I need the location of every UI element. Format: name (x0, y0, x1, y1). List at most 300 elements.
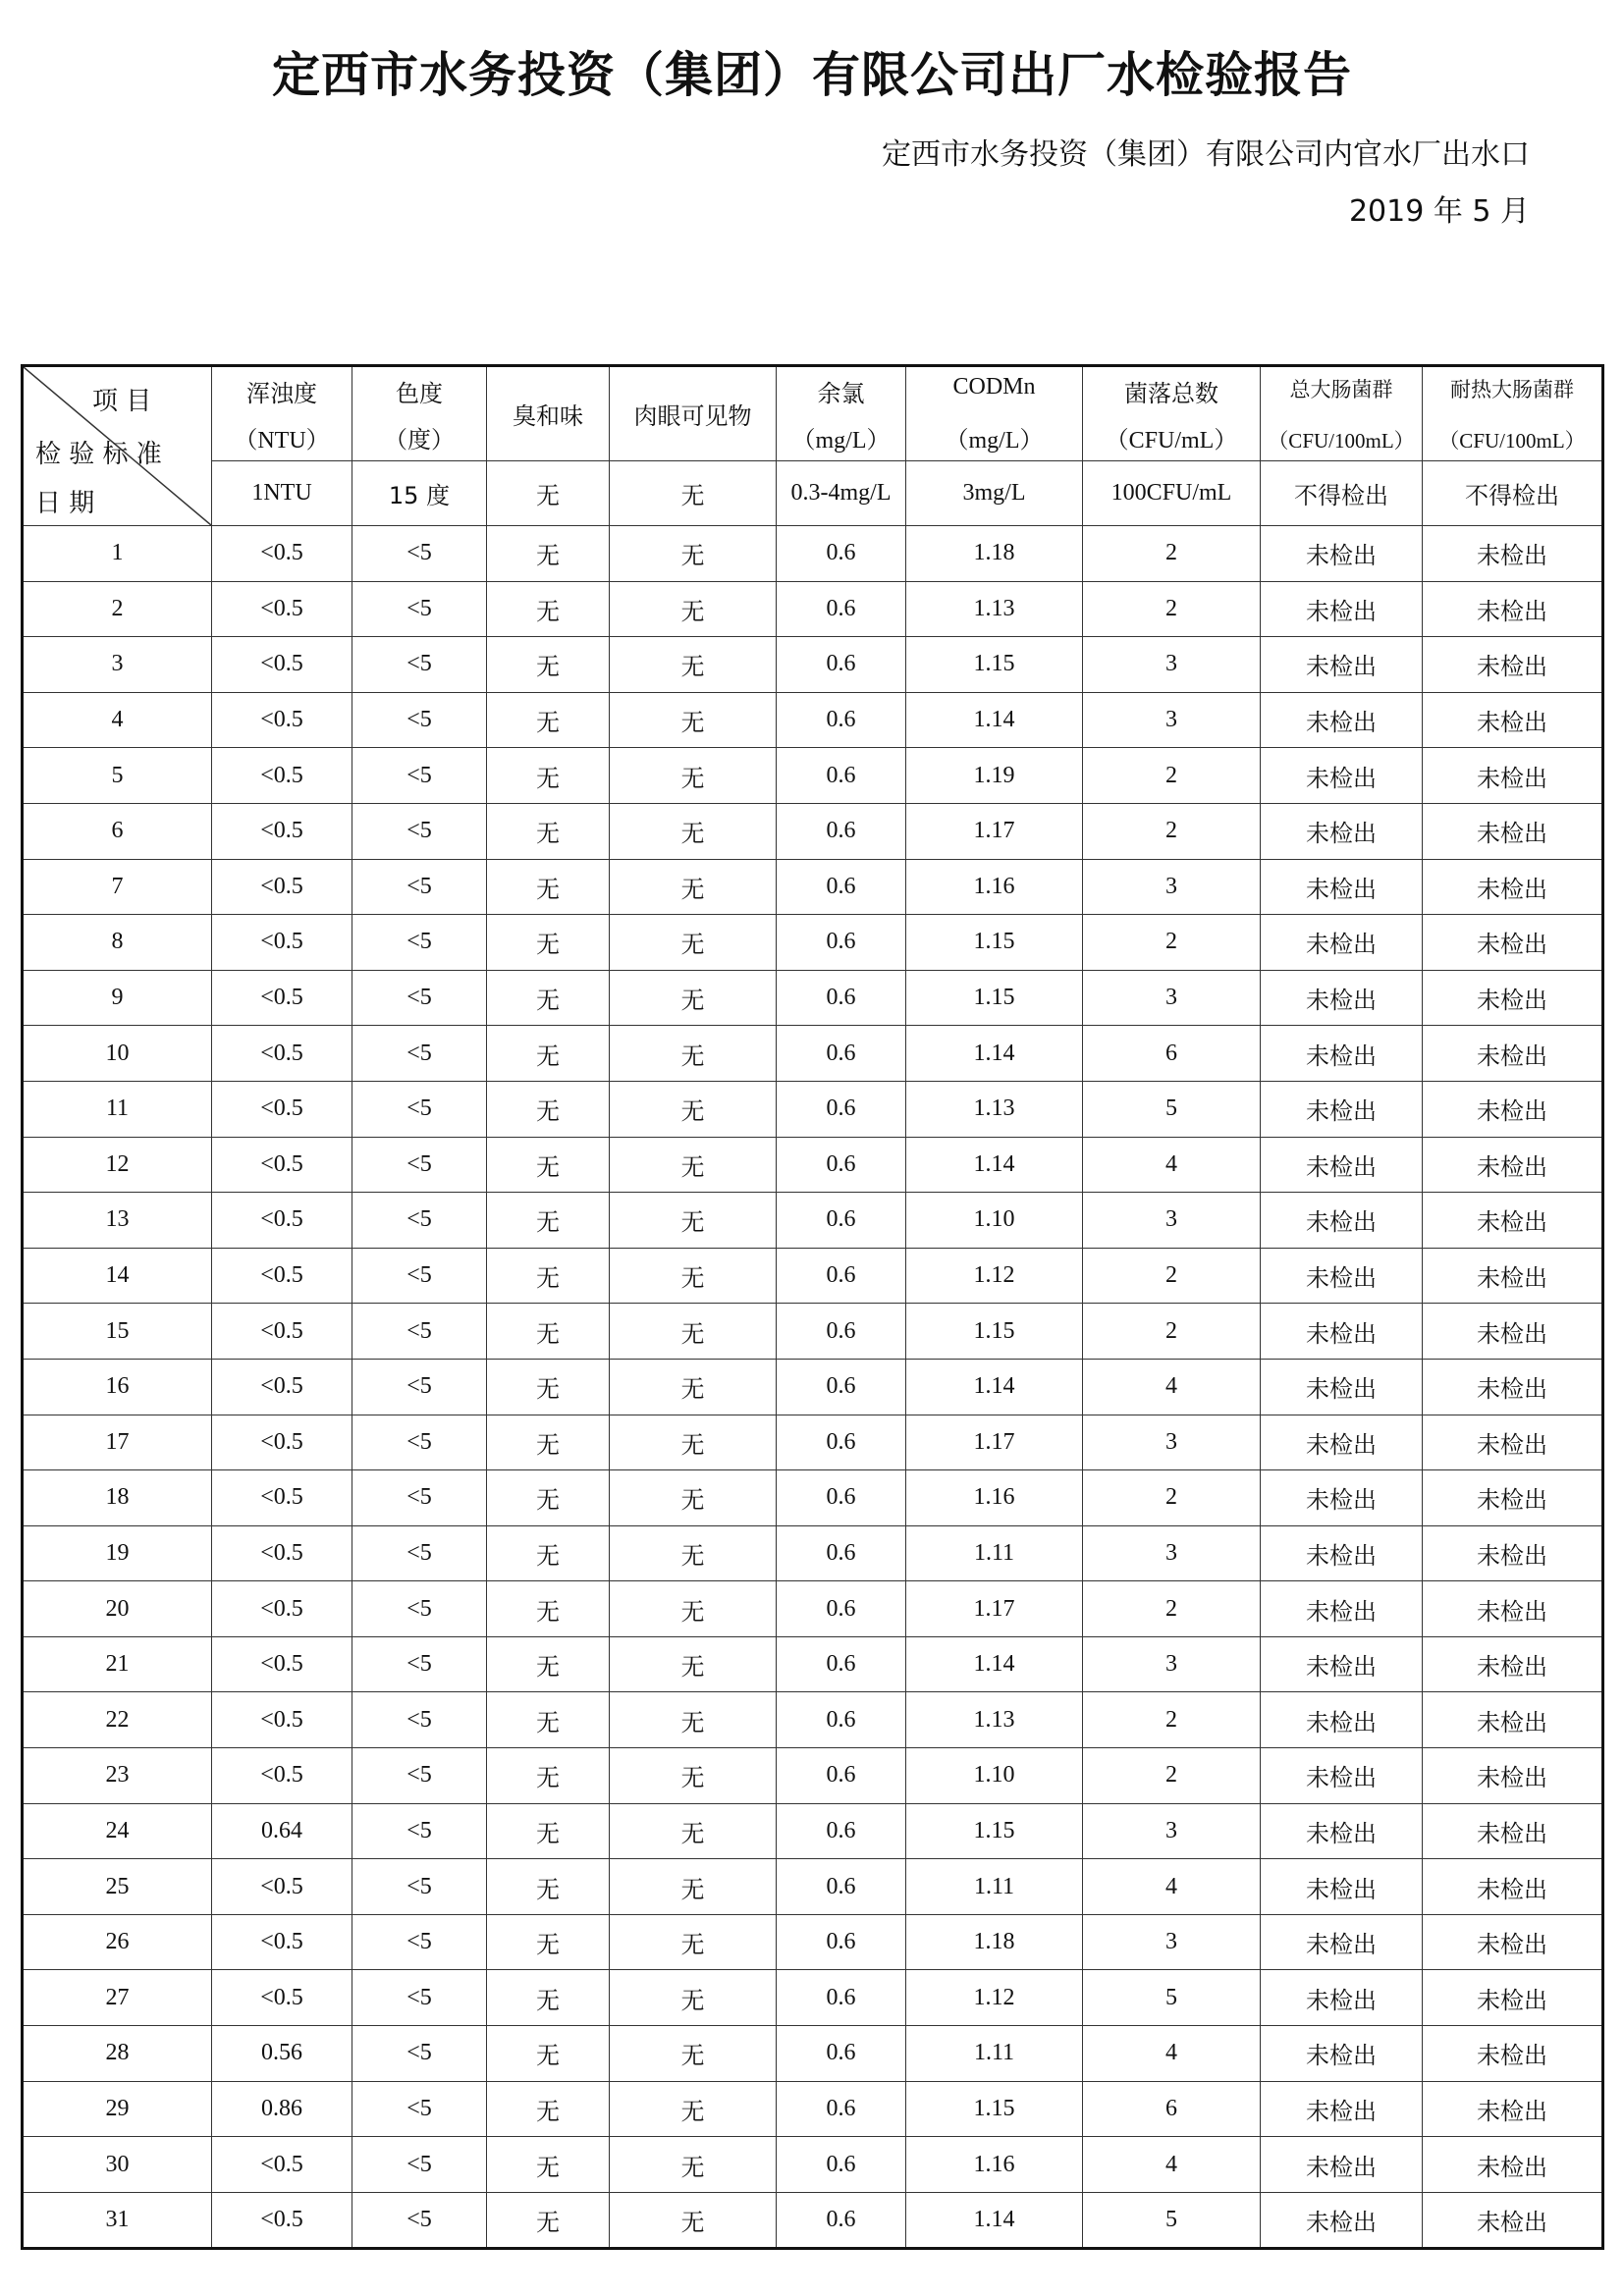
cell-chlorine: 0.6 (777, 1415, 906, 1470)
cell-visible-matter: 无 (610, 915, 777, 971)
cell-turbidity: 0.64 (212, 1803, 352, 1859)
header-codmn: CODMn （mg/L） (906, 366, 1083, 461)
cell-total-coliform: 未检出 (1261, 2192, 1423, 2249)
cell-color: <5 (352, 526, 487, 582)
report-title: 定西市水务投资（集团）有限公司出厂水检验报告 (271, 47, 1352, 103)
cell-chlorine: 0.6 (777, 1193, 906, 1249)
cell-codmn: 1.13 (906, 1692, 1083, 1748)
diag-day-label: 日 期 (35, 489, 95, 518)
cell-codmn: 1.11 (906, 2026, 1083, 2082)
cell-odor: 无 (487, 637, 610, 693)
cell-day: 16 (23, 1359, 212, 1415)
cell-colony-count: 3 (1083, 1803, 1261, 1859)
table-row (23, 970, 1603, 1026)
cell-colony-count: 3 (1083, 1636, 1261, 1692)
std-codmn: 3mg/L (906, 461, 1083, 526)
cell-chlorine: 0.6 (777, 2192, 906, 2249)
cell-odor: 无 (487, 1636, 610, 1692)
cell-color: <5 (352, 1970, 487, 2026)
cell-thermotolerant-coliform: 未检出 (1423, 970, 1603, 1026)
cell-chlorine: 0.6 (777, 2081, 906, 2137)
cell-chlorine: 0.6 (777, 1137, 906, 1193)
cell-codmn: 1.15 (906, 1803, 1083, 1859)
cell-colony-count: 3 (1083, 692, 1261, 748)
cell-codmn: 1.14 (906, 1359, 1083, 1415)
cell-total-coliform: 未检出 (1261, 1581, 1423, 1637)
cell-thermotolerant-coliform: 未检出 (1423, 1081, 1603, 1137)
cell-thermotolerant-coliform: 未检出 (1423, 1970, 1603, 2026)
cell-codmn: 1.19 (906, 748, 1083, 804)
cell-day: 25 (23, 1859, 212, 1915)
cell-thermotolerant-coliform: 未检出 (1423, 1581, 1603, 1637)
cell-odor: 无 (487, 1525, 610, 1581)
cell-visible-matter: 无 (610, 803, 777, 859)
cell-color: <5 (352, 637, 487, 693)
table-row (23, 2192, 1603, 2249)
cell-codmn: 1.16 (906, 2137, 1083, 2193)
cell-visible-matter: 无 (610, 1248, 777, 1304)
cell-odor: 无 (487, 2192, 610, 2249)
header-odor: 臭和味 (487, 366, 610, 461)
cell-codmn: 1.11 (906, 1525, 1083, 1581)
cell-colony-count: 3 (1083, 1193, 1261, 1249)
cell-total-coliform: 未检出 (1261, 526, 1423, 582)
cell-odor: 无 (487, 1692, 610, 1748)
cell-turbidity: <0.5 (212, 2137, 352, 2193)
cell-visible-matter: 无 (610, 2081, 777, 2137)
cell-odor: 无 (487, 2137, 610, 2193)
cell-chlorine: 0.6 (777, 1026, 906, 1082)
cell-chlorine: 0.6 (777, 1304, 906, 1360)
cell-color: <5 (352, 1304, 487, 1360)
cell-total-coliform: 未检出 (1261, 581, 1423, 637)
cell-thermotolerant-coliform: 未检出 (1423, 748, 1603, 804)
cell-turbidity: <0.5 (212, 803, 352, 859)
cell-day: 6 (23, 803, 212, 859)
cell-colony-count: 2 (1083, 1304, 1261, 1360)
cell-day: 13 (23, 1193, 212, 1249)
cell-codmn: 1.14 (906, 1026, 1083, 1082)
cell-odor: 无 (487, 692, 610, 748)
cell-day: 12 (23, 1137, 212, 1193)
cell-odor: 无 (487, 1415, 610, 1470)
cell-turbidity: <0.5 (212, 748, 352, 804)
cell-chlorine: 0.6 (777, 1470, 906, 1526)
cell-odor: 无 (487, 1026, 610, 1082)
cell-total-coliform: 未检出 (1261, 1415, 1423, 1470)
table-row (23, 1359, 1603, 1415)
cell-color: <5 (352, 1525, 487, 1581)
cell-color: <5 (352, 2137, 487, 2193)
cell-total-coliform: 未检出 (1261, 2081, 1423, 2137)
cell-total-coliform: 未检出 (1261, 692, 1423, 748)
cell-thermotolerant-coliform: 未检出 (1423, 1248, 1603, 1304)
cell-turbidity: <0.5 (212, 1470, 352, 1526)
cell-turbidity: <0.5 (212, 637, 352, 693)
cell-codmn: 1.18 (906, 1914, 1083, 1970)
cell-turbidity: <0.5 (212, 1026, 352, 1082)
table-row (23, 692, 1603, 748)
cell-colony-count: 2 (1083, 1248, 1261, 1304)
std-color: 15 度 (352, 461, 487, 526)
table-row (23, 1470, 1603, 1526)
cell-color: <5 (352, 1859, 487, 1915)
table-row (23, 637, 1603, 693)
cell-color: <5 (352, 692, 487, 748)
cell-color: <5 (352, 1248, 487, 1304)
cell-total-coliform: 未检出 (1261, 1304, 1423, 1360)
cell-turbidity: <0.5 (212, 1692, 352, 1748)
table-row (23, 1748, 1603, 1804)
cell-colony-count: 6 (1083, 2081, 1261, 2137)
table-row (23, 2026, 1603, 2082)
cell-codmn: 1.15 (906, 637, 1083, 693)
cell-total-coliform: 未检出 (1261, 1859, 1423, 1915)
cell-chlorine: 0.6 (777, 1359, 906, 1415)
cell-odor: 无 (487, 803, 610, 859)
cell-odor: 无 (487, 1193, 610, 1249)
cell-colony-count: 2 (1083, 1581, 1261, 1637)
cell-day: 26 (23, 1914, 212, 1970)
cell-thermotolerant-coliform: 未检出 (1423, 1415, 1603, 1470)
cell-chlorine: 0.6 (777, 1581, 906, 1637)
cell-thermotolerant-coliform: 未检出 (1423, 1193, 1603, 1249)
cell-odor: 无 (487, 1359, 610, 1415)
cell-day: 14 (23, 1248, 212, 1304)
cell-colony-count: 3 (1083, 970, 1261, 1026)
cell-odor: 无 (487, 1304, 610, 1360)
cell-chlorine: 0.6 (777, 1525, 906, 1581)
table-row (23, 1859, 1603, 1915)
cell-codmn: 1.10 (906, 1748, 1083, 1804)
cell-turbidity: <0.5 (212, 1914, 352, 1970)
cell-odor: 无 (487, 526, 610, 582)
std-total-coliform: 不得检出 (1261, 461, 1423, 526)
std-thermotolerant-coliform: 不得检出 (1423, 461, 1603, 526)
cell-colony-count: 3 (1083, 1415, 1261, 1470)
cell-total-coliform: 未检出 (1261, 859, 1423, 915)
cell-codmn: 1.15 (906, 2081, 1083, 2137)
cell-colony-count: 5 (1083, 1970, 1261, 2026)
cell-turbidity: <0.5 (212, 526, 352, 582)
cell-odor: 无 (487, 915, 610, 971)
cell-day: 15 (23, 1304, 212, 1360)
table-row (23, 581, 1603, 637)
cell-codmn: 1.15 (906, 915, 1083, 971)
cell-chlorine: 0.6 (777, 1803, 906, 1859)
cell-day: 20 (23, 1581, 212, 1637)
cell-day: 29 (23, 2081, 212, 2137)
cell-day: 9 (23, 970, 212, 1026)
cell-colony-count: 2 (1083, 1692, 1261, 1748)
inspection-table (21, 364, 1604, 2250)
cell-colony-count: 4 (1083, 1137, 1261, 1193)
cell-visible-matter: 无 (610, 1803, 777, 1859)
cell-colony-count: 4 (1083, 2137, 1261, 2193)
cell-thermotolerant-coliform: 未检出 (1423, 859, 1603, 915)
cell-total-coliform: 未检出 (1261, 1248, 1423, 1304)
cell-colony-count: 2 (1083, 1748, 1261, 1804)
cell-turbidity: <0.5 (212, 1525, 352, 1581)
cell-color: <5 (352, 581, 487, 637)
header-chlorine: 余氯 （mg/L） (777, 366, 906, 461)
cell-day: 7 (23, 859, 212, 915)
cell-turbidity: 0.56 (212, 2026, 352, 2082)
cell-color: <5 (352, 1581, 487, 1637)
cell-color: <5 (352, 748, 487, 804)
cell-total-coliform: 未检出 (1261, 637, 1423, 693)
cell-odor: 无 (487, 1970, 610, 2026)
cell-codmn: 1.16 (906, 1470, 1083, 1526)
cell-day: 21 (23, 1636, 212, 1692)
report-date: 2019 年 5 月 (1348, 194, 1530, 229)
cell-codmn: 1.13 (906, 1081, 1083, 1137)
cell-odor: 无 (487, 859, 610, 915)
cell-thermotolerant-coliform: 未检出 (1423, 581, 1603, 637)
cell-turbidity: <0.5 (212, 915, 352, 971)
diag-standard-label: 检 验 标 准 (35, 440, 162, 469)
cell-colony-count: 2 (1083, 581, 1261, 637)
table-row (23, 1304, 1603, 1360)
cell-visible-matter: 无 (610, 1470, 777, 1526)
diagonal-header-cell (23, 366, 212, 526)
cell-thermotolerant-coliform: 未检出 (1423, 803, 1603, 859)
cell-codmn: 1.17 (906, 1581, 1083, 1637)
table-row (23, 1636, 1603, 1692)
cell-codmn: 1.16 (906, 859, 1083, 915)
cell-colony-count: 2 (1083, 1470, 1261, 1526)
cell-turbidity: <0.5 (212, 692, 352, 748)
cell-odor: 无 (487, 1859, 610, 1915)
cell-chlorine: 0.6 (777, 859, 906, 915)
cell-total-coliform: 未检出 (1261, 1359, 1423, 1415)
cell-visible-matter: 无 (610, 1748, 777, 1804)
cell-color: <5 (352, 1470, 487, 1526)
cell-color: <5 (352, 915, 487, 971)
table-row (23, 1081, 1603, 1137)
cell-odor: 无 (487, 2081, 610, 2137)
cell-total-coliform: 未检出 (1261, 1803, 1423, 1859)
cell-total-coliform: 未检出 (1261, 1692, 1423, 1748)
cell-turbidity: <0.5 (212, 1137, 352, 1193)
cell-codmn: 1.11 (906, 1859, 1083, 1915)
header-thermotolerant-coliform: 耐热大肠菌群 （CFU/100mL） (1423, 366, 1603, 461)
cell-chlorine: 0.6 (777, 1692, 906, 1748)
std-turbidity: 1NTU (212, 461, 352, 526)
cell-visible-matter: 无 (610, 581, 777, 637)
header-turbidity: 浑浊度 （NTU） (212, 366, 352, 461)
cell-colony-count: 2 (1083, 526, 1261, 582)
cell-odor: 无 (487, 1137, 610, 1193)
cell-chlorine: 0.6 (777, 1970, 906, 2026)
cell-chlorine: 0.6 (777, 526, 906, 582)
cell-visible-matter: 无 (610, 2137, 777, 2193)
cell-odor: 无 (487, 1748, 610, 1804)
cell-chlorine: 0.6 (777, 1081, 906, 1137)
cell-total-coliform: 未检出 (1261, 1081, 1423, 1137)
cell-day: 23 (23, 1748, 212, 1804)
cell-odor: 无 (487, 1914, 610, 1970)
cell-visible-matter: 无 (610, 1026, 777, 1082)
cell-color: <5 (352, 1415, 487, 1470)
header-visible-matter: 肉眼可见物 (610, 366, 777, 461)
cell-color: <5 (352, 1692, 487, 1748)
cell-thermotolerant-coliform: 未检出 (1423, 1692, 1603, 1748)
cell-odor: 无 (487, 748, 610, 804)
table-row (23, 1137, 1603, 1193)
cell-codmn: 1.14 (906, 1137, 1083, 1193)
cell-total-coliform: 未检出 (1261, 915, 1423, 971)
cell-visible-matter: 无 (610, 1359, 777, 1415)
cell-chlorine: 0.6 (777, 2137, 906, 2193)
diag-item-label: 项 目 (92, 387, 152, 416)
cell-thermotolerant-coliform: 未检出 (1423, 1859, 1603, 1915)
cell-colony-count: 5 (1083, 2192, 1261, 2249)
header-color: 色度 （度） (352, 366, 487, 461)
cell-visible-matter: 无 (610, 526, 777, 582)
cell-day: 31 (23, 2192, 212, 2249)
cell-colony-count: 4 (1083, 1359, 1261, 1415)
cell-turbidity: <0.5 (212, 1193, 352, 1249)
table-row (23, 1248, 1603, 1304)
cell-visible-matter: 无 (610, 637, 777, 693)
cell-total-coliform: 未检出 (1261, 1193, 1423, 1249)
cell-turbidity: <0.5 (212, 1081, 352, 1137)
cell-colony-count: 3 (1083, 1914, 1261, 1970)
cell-chlorine: 0.6 (777, 581, 906, 637)
cell-visible-matter: 无 (610, 1914, 777, 1970)
cell-day: 30 (23, 2137, 212, 2193)
std-colony-count: 100CFU/mL (1083, 461, 1261, 526)
cell-visible-matter: 无 (610, 1081, 777, 1137)
table-row (23, 1525, 1603, 1581)
cell-odor: 无 (487, 2026, 610, 2082)
cell-colony-count: 6 (1083, 1026, 1261, 1082)
table-row (23, 1692, 1603, 1748)
cell-total-coliform: 未检出 (1261, 1137, 1423, 1193)
cell-colony-count: 3 (1083, 637, 1261, 693)
table-row (23, 2137, 1603, 2193)
cell-day: 5 (23, 748, 212, 804)
cell-visible-matter: 无 (610, 1970, 777, 2026)
cell-colony-count: 2 (1083, 915, 1261, 971)
table-body (23, 526, 1603, 2249)
cell-codmn: 1.14 (906, 2192, 1083, 2249)
cell-total-coliform: 未检出 (1261, 1026, 1423, 1082)
cell-codmn: 1.18 (906, 526, 1083, 582)
cell-day: 28 (23, 2026, 212, 2082)
cell-colony-count: 2 (1083, 748, 1261, 804)
std-chlorine: 0.3-4mg/L (777, 461, 906, 526)
cell-thermotolerant-coliform: 未检出 (1423, 526, 1603, 582)
cell-colony-count: 3 (1083, 859, 1261, 915)
cell-thermotolerant-coliform: 未检出 (1423, 1525, 1603, 1581)
cell-color: <5 (352, 1803, 487, 1859)
cell-visible-matter: 无 (610, 692, 777, 748)
cell-color: <5 (352, 1636, 487, 1692)
cell-day: 10 (23, 1026, 212, 1082)
cell-odor: 无 (487, 1581, 610, 1637)
table-row (23, 1193, 1603, 1249)
cell-color: <5 (352, 803, 487, 859)
cell-day: 1 (23, 526, 212, 582)
cell-turbidity: <0.5 (212, 2192, 352, 2249)
cell-total-coliform: 未检出 (1261, 1470, 1423, 1526)
cell-color: <5 (352, 859, 487, 915)
cell-visible-matter: 无 (610, 1415, 777, 1470)
cell-chlorine: 0.6 (777, 637, 906, 693)
cell-thermotolerant-coliform: 未检出 (1423, 692, 1603, 748)
cell-day: 4 (23, 692, 212, 748)
cell-chlorine: 0.6 (777, 748, 906, 804)
cell-colony-count: 3 (1083, 1525, 1261, 1581)
cell-colony-count: 2 (1083, 803, 1261, 859)
cell-color: <5 (352, 2026, 487, 2082)
table-row (23, 803, 1603, 859)
cell-chlorine: 0.6 (777, 915, 906, 971)
cell-codmn: 1.15 (906, 1304, 1083, 1360)
cell-color: <5 (352, 1193, 487, 1249)
cell-color: <5 (352, 2081, 487, 2137)
cell-turbidity: <0.5 (212, 1859, 352, 1915)
table-row (23, 748, 1603, 804)
cell-visible-matter: 无 (610, 2026, 777, 2082)
cell-day: 27 (23, 1970, 212, 2026)
cell-visible-matter: 无 (610, 2192, 777, 2249)
cell-visible-matter: 无 (610, 1636, 777, 1692)
cell-total-coliform: 未检出 (1261, 1748, 1423, 1804)
cell-thermotolerant-coliform: 未检出 (1423, 1137, 1603, 1193)
cell-total-coliform: 未检出 (1261, 748, 1423, 804)
cell-total-coliform: 未检出 (1261, 1970, 1423, 2026)
cell-color: <5 (352, 1359, 487, 1415)
table-row (23, 1970, 1603, 2026)
table-row (23, 1803, 1603, 1859)
cell-thermotolerant-coliform: 未检出 (1423, 915, 1603, 971)
cell-codmn: 1.12 (906, 1248, 1083, 1304)
cell-chlorine: 0.6 (777, 1914, 906, 1970)
header-row-standards (23, 461, 1603, 526)
cell-total-coliform: 未检出 (1261, 1525, 1423, 1581)
cell-color: <5 (352, 1914, 487, 1970)
std-odor: 无 (487, 461, 610, 526)
cell-color: <5 (352, 1081, 487, 1137)
cell-chlorine: 0.6 (777, 1248, 906, 1304)
cell-thermotolerant-coliform: 未检出 (1423, 2081, 1603, 2137)
cell-visible-matter: 无 (610, 1859, 777, 1915)
cell-odor: 无 (487, 1803, 610, 1859)
cell-visible-matter: 无 (610, 970, 777, 1026)
cell-day: 11 (23, 1081, 212, 1137)
header-colony-count: 菌落总数 （CFU/mL） (1083, 366, 1261, 461)
cell-day: 22 (23, 1692, 212, 1748)
cell-visible-matter: 无 (610, 1137, 777, 1193)
cell-total-coliform: 未检出 (1261, 1914, 1423, 1970)
cell-codmn: 1.10 (906, 1193, 1083, 1249)
cell-colony-count: 5 (1083, 1081, 1261, 1137)
cell-total-coliform: 未检出 (1261, 1636, 1423, 1692)
cell-total-coliform: 未检出 (1261, 2137, 1423, 2193)
cell-thermotolerant-coliform: 未检出 (1423, 2026, 1603, 2082)
table-row (23, 2081, 1603, 2137)
cell-thermotolerant-coliform: 未检出 (1423, 1359, 1603, 1415)
cell-thermotolerant-coliform: 未检出 (1423, 1026, 1603, 1082)
cell-odor: 无 (487, 581, 610, 637)
cell-color: <5 (352, 1026, 487, 1082)
cell-visible-matter: 无 (610, 859, 777, 915)
table-row (23, 1914, 1603, 1970)
cell-chlorine: 0.6 (777, 692, 906, 748)
